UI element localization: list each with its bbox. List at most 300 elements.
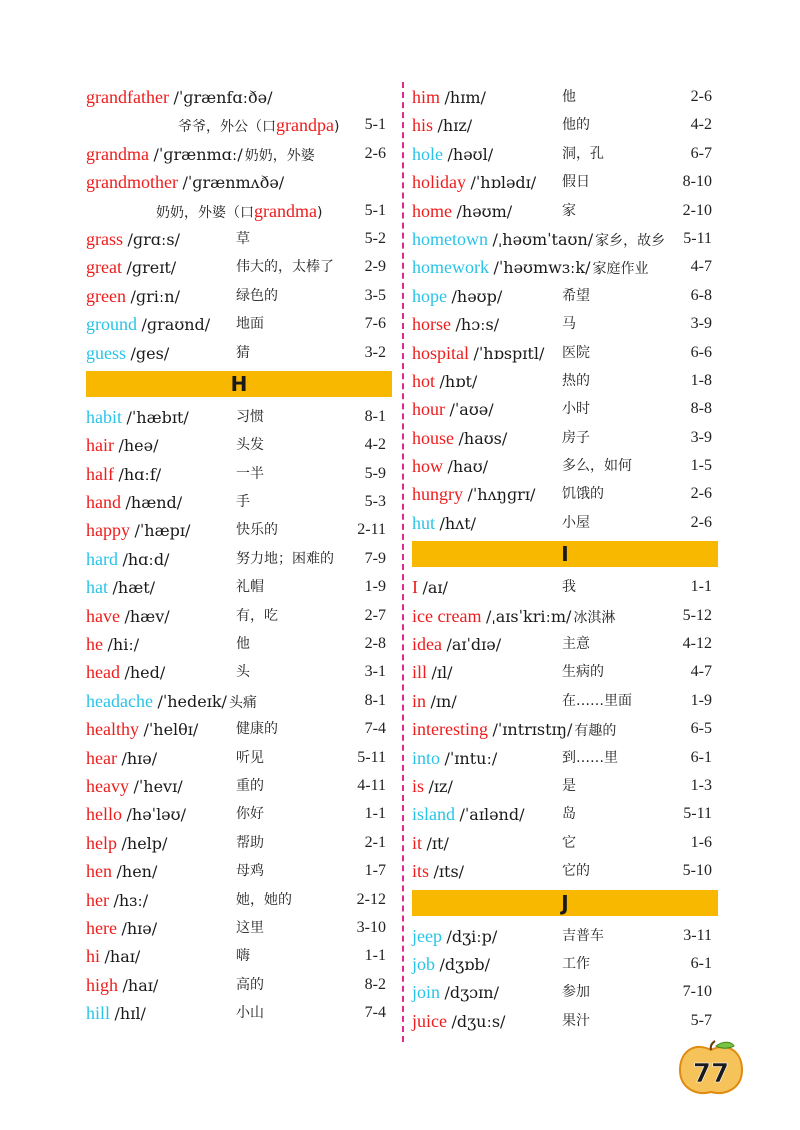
vocab-word: ice cream xyxy=(412,605,482,626)
phonetic-transcription: /hiː/ xyxy=(107,635,140,655)
vocab-entry xyxy=(412,480,718,508)
vocab-word: horse xyxy=(412,314,451,335)
phonetic-transcription: /ɪz/ xyxy=(428,776,453,796)
chinese-meaning: 她，她的 xyxy=(236,891,292,908)
vocab-word: habit xyxy=(86,406,122,427)
phonetic-transcription: /dʒiːp/ xyxy=(446,926,498,946)
section-header-h xyxy=(86,371,392,397)
vocab-entry xyxy=(412,744,718,772)
chinese-meaning: 头痛 xyxy=(228,694,257,711)
entry-continuation xyxy=(86,197,392,225)
unit-reference: 5-12 xyxy=(682,606,712,624)
chinese-meaning: 有趣的 xyxy=(574,723,617,740)
phonetic-transcription: /ˈɡrænmɑː/ xyxy=(153,144,243,164)
vocab-entry xyxy=(86,282,392,310)
vocab-word: is xyxy=(412,775,425,796)
phonetic-transcription: /dʒɒb/ xyxy=(439,954,491,974)
phonetic-transcription: /hen/ xyxy=(116,862,158,882)
phonetic-transcription: /ɪn/ xyxy=(430,691,457,711)
vocab-word: have xyxy=(86,605,120,626)
vocab-entry xyxy=(412,922,718,950)
chinese-meaning: 主意 xyxy=(562,636,590,653)
vocab-entry xyxy=(86,744,392,772)
vocab-word: heavy xyxy=(86,775,129,796)
vocab-word: happy xyxy=(86,520,130,541)
phonetic-transcription: /həʊm/ xyxy=(456,201,513,221)
vocab-entry xyxy=(86,687,392,715)
unit-reference: 8-1 xyxy=(364,407,386,425)
vocab-entry xyxy=(412,282,718,310)
unit-reference: 6-1 xyxy=(690,954,712,972)
vocab-word: ill xyxy=(412,662,428,683)
vocab-word: hometown xyxy=(412,228,488,249)
unit-reference: 5-1 xyxy=(364,116,386,134)
phonetic-transcription: /hæv/ xyxy=(124,606,170,626)
unit-reference: 4-2 xyxy=(364,436,386,454)
vocab-word: hand xyxy=(86,492,121,513)
unit-reference: 1-5 xyxy=(690,457,712,475)
vocab-entry xyxy=(412,857,718,885)
vocab-entry xyxy=(86,971,392,999)
vocab-word: hill xyxy=(86,1003,111,1024)
entry-continuation-text xyxy=(156,197,322,227)
unit-reference: 6-5 xyxy=(690,720,712,738)
chinese-meaning: 工作 xyxy=(562,955,590,972)
section-header-i xyxy=(412,541,718,567)
phonetic-transcription: /hɜː/ xyxy=(113,890,149,910)
vocab-entry xyxy=(412,452,718,480)
chinese-meaning: 努力地；困难的 xyxy=(236,550,334,567)
chinese-meaning: 吉普车 xyxy=(562,927,604,944)
chinese-meaning: 奶奶，外婆 xyxy=(244,147,315,164)
closing-paren: ) xyxy=(316,204,323,221)
unit-reference: 2-1 xyxy=(364,833,386,851)
vocab-entry xyxy=(412,111,718,139)
unit-reference: 2-8 xyxy=(364,635,386,653)
phonetic-transcription: /ɡraʊnd/ xyxy=(141,315,211,335)
unit-reference: 3-10 xyxy=(356,918,386,936)
chinese-meaning: 它 xyxy=(562,834,576,851)
unit-reference: 1-1 xyxy=(364,947,386,965)
chinese-meaning: 重的 xyxy=(236,777,264,794)
vocab-entry xyxy=(412,1007,718,1035)
chinese-meaning: 饥饿的 xyxy=(562,486,604,503)
unit-reference: 2-7 xyxy=(364,606,386,624)
vocab-entry xyxy=(86,403,392,431)
chinese-meaning: 他的 xyxy=(562,117,590,134)
unit-reference: 5-11 xyxy=(683,229,712,247)
apple-page-badge-icon xyxy=(676,1040,746,1098)
vocab-word: hair xyxy=(86,435,114,456)
phonetic-transcription: /ˈhæbɪt/ xyxy=(126,407,189,427)
unit-reference: 5-11 xyxy=(683,805,712,823)
chinese-meaning: 冰淇淋 xyxy=(573,609,616,626)
vocab-word: juice xyxy=(412,1010,447,1031)
vocab-entry xyxy=(86,310,392,338)
section-letter: J xyxy=(561,890,569,915)
phonetic-transcription: /hɑːd/ xyxy=(122,549,170,569)
chinese-meaning: 他 xyxy=(562,89,576,105)
chinese-meaning: 手 xyxy=(236,494,250,511)
chinese-meaning: 洞，孔 xyxy=(562,145,604,162)
chinese-gloss: 爷爷，外公（口 xyxy=(178,119,276,136)
vocab-word: jeep xyxy=(412,925,442,946)
vocab-word: her xyxy=(86,889,109,910)
vocab-word: his xyxy=(412,115,434,136)
phonetic-transcription: /ˈhelθɪ/ xyxy=(143,720,199,740)
unit-reference: 5-2 xyxy=(364,229,386,247)
phonetic-transcription: /həʊl/ xyxy=(447,144,494,164)
vocab-entry xyxy=(412,602,718,630)
vocab-entry xyxy=(86,140,392,168)
unit-reference: 7-4 xyxy=(364,1004,386,1022)
column-divider xyxy=(402,82,404,1042)
vocab-word: great xyxy=(86,257,122,278)
vocab-entry xyxy=(412,800,718,828)
chinese-meaning: 这里 xyxy=(236,919,264,936)
phonetic-transcription: /ˈhevɪ/ xyxy=(133,776,183,796)
unit-reference: 2-6 xyxy=(690,88,712,105)
vocab-entry xyxy=(412,168,718,196)
phonetic-transcription: /ˈɡrænfɑːðə/ xyxy=(173,88,273,107)
unit-reference: 1-3 xyxy=(690,776,712,794)
h-entries-continued xyxy=(412,83,718,537)
chinese-meaning: 听见 xyxy=(236,749,264,766)
vocab-entry xyxy=(86,914,392,942)
phonetic-transcription: /haɪ/ xyxy=(122,975,159,995)
phonetic-transcription: /ˈaɪlənd/ xyxy=(459,805,525,825)
unit-reference: 6-7 xyxy=(690,144,712,162)
chinese-meaning: 习惯 xyxy=(236,408,264,425)
phonetic-transcription: /həʊp/ xyxy=(451,286,503,306)
unit-reference: 2-11 xyxy=(357,521,386,539)
vocab-entry xyxy=(86,225,392,253)
vocab-word: interesting xyxy=(412,719,488,740)
unit-reference: 5-3 xyxy=(364,493,386,511)
unit-reference: 1-7 xyxy=(364,862,386,880)
vocab-word: headache xyxy=(86,690,153,711)
phonetic-transcription: /ˈɡrænmʌðə/ xyxy=(182,173,285,193)
phonetic-transcription: /ɪts/ xyxy=(433,862,465,882)
unit-reference: 3-2 xyxy=(364,343,386,361)
vocab-word: he xyxy=(86,634,103,655)
chinese-meaning: 家庭作业 xyxy=(592,261,649,278)
vocab-entry xyxy=(412,197,718,225)
unit-reference: 5-10 xyxy=(682,862,712,880)
vocab-entry xyxy=(86,168,392,196)
page-number: 77 xyxy=(692,1059,730,1089)
phonetic-transcription: /ɡreɪt/ xyxy=(126,258,177,278)
vocab-word: grandmother xyxy=(86,172,178,193)
chinese-meaning: 希望 xyxy=(562,287,590,304)
unit-reference: 2-6 xyxy=(364,144,386,162)
chinese-meaning: 草 xyxy=(236,230,250,247)
entry-continuation-text xyxy=(178,111,339,141)
vocab-word: it xyxy=(412,832,423,853)
unit-reference: 2-10 xyxy=(682,201,712,219)
vocab-entry xyxy=(412,687,718,715)
vocab-entry xyxy=(412,509,718,537)
informal-word: grandpa xyxy=(276,115,334,136)
phonetic-transcription: /ˈɪntuː/ xyxy=(444,748,498,768)
chinese-meaning: 母鸡 xyxy=(236,863,264,880)
vocab-entry xyxy=(86,460,392,488)
chinese-meaning: 礼帽 xyxy=(236,579,264,596)
unit-reference: 8-8 xyxy=(690,400,712,418)
chinese-meaning: 我 xyxy=(562,579,576,596)
chinese-meaning: 快乐的 xyxy=(236,522,278,539)
entry-continuation xyxy=(86,111,392,139)
phonetic-transcription: /ɪt/ xyxy=(426,833,449,853)
chinese-meaning: 岛 xyxy=(562,806,576,823)
vocab-word: hospital xyxy=(412,342,469,363)
vocab-entry xyxy=(412,339,718,367)
unit-reference: 7-10 xyxy=(682,983,712,1001)
i-entries xyxy=(412,573,718,885)
chinese-meaning: 小时 xyxy=(562,401,590,418)
chinese-meaning: 生病的 xyxy=(562,664,604,681)
vocab-word: hen xyxy=(86,861,112,882)
chinese-meaning: 果汁 xyxy=(562,1012,590,1029)
vocab-entry xyxy=(412,424,718,452)
vocab-word: join xyxy=(412,982,441,1003)
unit-reference: 1-9 xyxy=(364,578,386,596)
chinese-meaning: 医院 xyxy=(562,344,590,361)
vocab-entry xyxy=(86,253,392,281)
chinese-meaning: 高的 xyxy=(236,976,264,993)
vocab-entry xyxy=(86,339,392,367)
phonetic-transcription: /help/ xyxy=(121,833,168,853)
unit-reference: 7-4 xyxy=(364,720,386,738)
phonetic-transcription: /hed/ xyxy=(124,663,166,683)
vocab-entry xyxy=(412,225,718,253)
chinese-meaning: 它的 xyxy=(562,863,590,880)
phonetic-transcription: /dʒuːs/ xyxy=(451,1011,506,1031)
vocab-entry xyxy=(412,367,718,395)
vocab-entry xyxy=(412,658,718,686)
vocab-word: guess xyxy=(86,342,126,363)
chinese-meaning: 假日 xyxy=(562,174,590,191)
chinese-meaning: 嗨 xyxy=(236,948,250,965)
vocab-word: I xyxy=(412,577,418,598)
phonetic-transcription: /hɒt/ xyxy=(439,371,478,391)
vocab-word: head xyxy=(86,662,120,683)
vocab-entry xyxy=(412,715,718,743)
vocab-word: green xyxy=(86,285,126,306)
vocab-word: how xyxy=(412,456,443,477)
phonetic-transcription: /hɑːf/ xyxy=(118,464,162,484)
phonetic-transcription: /hɔːs/ xyxy=(455,315,500,335)
vocab-word: its xyxy=(412,861,430,882)
vocab-entry xyxy=(86,857,392,885)
chinese-meaning: 到……里 xyxy=(562,749,618,766)
chinese-meaning: 家 xyxy=(562,202,576,219)
vocab-entry xyxy=(86,999,392,1027)
vocab-entry xyxy=(412,573,718,601)
chinese-meaning: 在……里面 xyxy=(562,692,632,709)
unit-reference: 5-7 xyxy=(690,1011,712,1029)
vocab-word: island xyxy=(412,804,455,825)
j-entries xyxy=(412,922,718,1036)
phonetic-transcription: /ˈhəʊmwɜːk/ xyxy=(493,258,591,278)
chinese-meaning: 热的 xyxy=(562,372,590,389)
chinese-meaning: 头 xyxy=(236,664,250,681)
vocab-word: hut xyxy=(412,512,436,533)
vocab-entry xyxy=(412,395,718,423)
h-entries xyxy=(86,403,392,1028)
chinese-meaning: 健康的 xyxy=(236,721,278,738)
section-letter: I xyxy=(561,542,569,567)
vocab-entry xyxy=(412,978,718,1006)
vocab-entry xyxy=(86,658,392,686)
vocab-entry xyxy=(412,829,718,857)
unit-reference: 5-1 xyxy=(364,201,386,219)
phonetic-transcription: /aɪˈdɪə/ xyxy=(446,635,502,655)
vocab-entry xyxy=(86,886,392,914)
vocab-word: hole xyxy=(412,143,443,164)
unit-reference: 6-6 xyxy=(690,343,712,361)
phonetic-transcription: /ˈaʊə/ xyxy=(449,400,494,420)
vocab-word: homework xyxy=(412,257,489,278)
vocab-entry xyxy=(86,488,392,516)
vocab-word: hear xyxy=(86,747,117,768)
vocab-word: hour xyxy=(412,399,445,420)
unit-reference: 1-1 xyxy=(364,805,386,823)
unit-reference: 1-8 xyxy=(690,371,712,389)
vocab-entry xyxy=(412,83,718,111)
vocab-entry xyxy=(86,942,392,970)
chinese-meaning: 小山 xyxy=(236,1005,264,1022)
phonetic-transcription: /hɪə/ xyxy=(121,748,158,768)
phonetic-transcription: /həˈləʊ/ xyxy=(126,805,186,825)
unit-reference: 3-1 xyxy=(364,663,386,681)
left-column xyxy=(86,83,392,1028)
vocab-entry xyxy=(412,253,718,281)
unit-reference: 4-7 xyxy=(690,258,712,276)
phonetic-transcription: /hɪl/ xyxy=(114,1004,146,1024)
unit-reference: 4-7 xyxy=(690,663,712,681)
vocab-entry xyxy=(412,310,718,338)
vocab-word: ground xyxy=(86,314,137,335)
vocab-entry xyxy=(86,630,392,658)
phonetic-transcription: /ˈhʌŋɡrɪ/ xyxy=(467,485,536,505)
unit-reference: 2-9 xyxy=(364,258,386,276)
chinese-meaning: 家乡，故乡 xyxy=(595,232,666,249)
chinese-meaning: 参加 xyxy=(562,984,590,1001)
vocab-entry xyxy=(412,630,718,658)
vocab-word: into xyxy=(412,747,441,768)
chinese-meaning: 小屋 xyxy=(562,514,590,531)
vocab-word: grandfather xyxy=(86,87,169,107)
chinese-meaning: 马 xyxy=(562,316,576,333)
unit-reference: 3-9 xyxy=(690,315,712,333)
unit-reference: 3-9 xyxy=(690,428,712,446)
unit-reference: 2-6 xyxy=(690,513,712,531)
vocab-word: him xyxy=(412,87,441,107)
phonetic-transcription: /hɪz/ xyxy=(437,116,473,136)
phonetic-transcription: /ˈhɒlədɪ/ xyxy=(470,173,537,193)
vocab-word: idea xyxy=(412,634,442,655)
chinese-meaning: 帮助 xyxy=(236,834,264,851)
vocab-word: here xyxy=(86,917,117,938)
vocab-entry xyxy=(86,83,392,111)
g-entries xyxy=(86,83,392,367)
vocab-word: hi xyxy=(86,946,101,967)
unit-reference: 6-8 xyxy=(690,286,712,304)
chinese-meaning: 是 xyxy=(562,777,576,794)
chinese-meaning: 你好 xyxy=(236,806,264,823)
phonetic-transcription: /ˈɪntrɪstɪŋ/ xyxy=(492,720,573,740)
unit-reference: 4-11 xyxy=(357,776,386,794)
vocab-entry xyxy=(86,829,392,857)
unit-reference: 8-1 xyxy=(364,691,386,709)
vocab-entry xyxy=(86,715,392,743)
chinese-meaning: 一半 xyxy=(236,465,264,482)
chinese-meaning: 猜 xyxy=(236,344,250,361)
vocab-word: in xyxy=(412,690,427,711)
unit-reference: 7-6 xyxy=(364,315,386,333)
phonetic-transcription: /aɪ/ xyxy=(422,578,448,598)
unit-reference: 3-5 xyxy=(364,286,386,304)
right-column xyxy=(412,83,718,1035)
vocab-entry xyxy=(412,140,718,168)
vocab-word: grass xyxy=(86,228,123,249)
unit-reference: 4-2 xyxy=(690,116,712,134)
section-letter: H xyxy=(230,371,248,396)
vocab-word: grandma xyxy=(86,143,149,164)
chinese-gloss: 奶奶，外婆（口 xyxy=(156,204,254,221)
unit-reference: 2-6 xyxy=(690,485,712,503)
vocab-word: hello xyxy=(86,804,122,825)
vocab-word: house xyxy=(412,427,454,448)
phonetic-transcription: /haɪ/ xyxy=(104,947,141,967)
vocab-entry xyxy=(86,545,392,573)
unit-reference: 7-9 xyxy=(364,549,386,567)
vocab-word: job xyxy=(412,953,436,974)
vocab-entry xyxy=(412,772,718,800)
chinese-meaning: 多么，如何 xyxy=(562,458,632,475)
unit-reference: 6-1 xyxy=(690,748,712,766)
phonetic-transcription: /ˌaɪsˈkriːm/ xyxy=(485,606,572,626)
vocab-entry xyxy=(412,950,718,978)
vocab-word: hat xyxy=(86,577,108,598)
unit-reference: 4-12 xyxy=(682,635,712,653)
closing-paren: ) xyxy=(333,119,340,136)
vocab-entry xyxy=(86,800,392,828)
unit-reference: 8-2 xyxy=(364,975,386,993)
vocab-entry xyxy=(86,431,392,459)
vocab-word: hot xyxy=(412,370,436,391)
unit-reference: 2-12 xyxy=(356,890,386,908)
section-header-j xyxy=(412,890,718,916)
chinese-meaning: 头发 xyxy=(236,437,264,454)
phonetic-transcription: /haʊ/ xyxy=(447,457,489,477)
phonetic-transcription: /hɪə/ xyxy=(121,918,158,938)
vocab-entry xyxy=(86,516,392,544)
phonetic-transcription: /hæt/ xyxy=(112,578,156,598)
vocab-word: half xyxy=(86,463,114,484)
phonetic-transcription: /hɪm/ xyxy=(444,88,486,107)
vocab-word: help xyxy=(86,832,117,853)
chinese-meaning: 有，吃 xyxy=(236,607,278,624)
unit-reference: 3-11 xyxy=(683,926,712,944)
unit-reference: 1-9 xyxy=(690,691,712,709)
phonetic-transcription: /haʊs/ xyxy=(458,428,508,448)
phonetic-transcription: /ˈhæpɪ/ xyxy=(134,521,191,541)
chinese-meaning: 伟大的，太棒了 xyxy=(236,259,334,276)
phonetic-transcription: /ˈhɒspɪtl/ xyxy=(473,343,545,363)
phonetic-transcription: /hænd/ xyxy=(125,493,183,513)
